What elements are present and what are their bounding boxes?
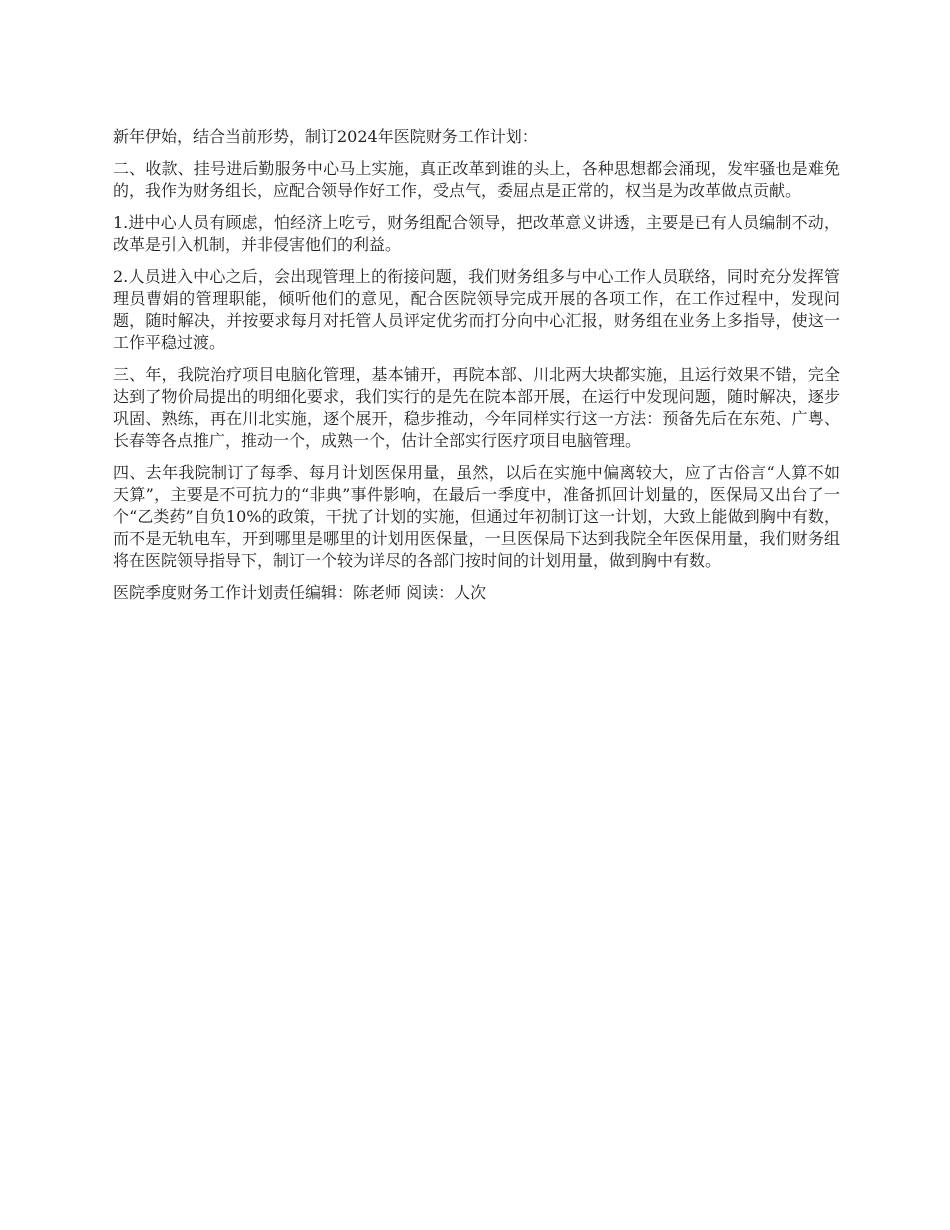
item-one-paragraph: 1.进中心人员有顾虑，怕经济上吃亏，财务组配合领导，把改革意义讲透，主要是已有人员编制不动，改革是引入机制，并非侵害他们的利益。	[113, 213, 840, 254]
document-body	[113, 126, 840, 614]
section-four-paragraph: 四、去年我院制订了每季、每月计划医保用量，虽然，以后在实施中偏离较大，应了古俗言“人算不如天算”，主要是不可抗力的“非典”事件影响，在最后一季度中，准备抓回计划量的，医保局又出台了一个“乙类药”自负10%的政策，干扰了计划的实施，但通过年初制订这一计划，大致上能做到胸中有数，而不是无轨电车，开到哪里是哪里的计划用医保量，一旦医保局下达到我院全年医保用量，我们财务组将在医院领导指导下，制订一个较为详尽的各部门按时间的计划用量，做到胸中有数。	[113, 463, 840, 570]
section-three-paragraph: 三、年，我院治疗项目电脑化管理，基本铺开，再院本部、川北两大块都实施，且运行效果不错，完全达到了物价局提出的明细化要求，我们实行的是先在院本部开展，在运行中发现问题，随时解决，逐步巩固、熟练，再在川北实施，逐个展开，稳步推动，今年同样实行这一方法：预备先后在东苑、广粤、长春等各点推广，推动一个，成熟一个，估计全部实行医疗项目电脑管理。	[113, 365, 840, 450]
section-two-paragraph: 二、收款、挂号进后勤服务中心马上实施，真正改革到谁的头上，各种思想都会涌现，发牢骚也是难免的，我作为财务组长，应配合领导作好工作，受点气，委屈点是正常的，权当是为改革做点贡献。	[113, 159, 840, 200]
editor-footer-line: 医院季度财务工作计划责任编辑：陈老师 阅读：人次	[113, 583, 487, 602]
intro-paragraph: 新年伊始，结合当前形势，制订2024年医院财务工作计划：	[113, 127, 538, 146]
item-two-paragraph: 2.人员进入中心之后，会出现管理上的衔接问题，我们财务组多与中心工作人员联络，同时充分发挥管理员曹娟的管理职能，倾听他们的意见，配合医院领导完成开展的各项工作，在工作过程中，发现问题，随时解决，并按要求每月对托管人员评定优劣而打分向中心汇报，财务组在业务上多指导，使这一工作平稳过渡。	[113, 267, 840, 352]
